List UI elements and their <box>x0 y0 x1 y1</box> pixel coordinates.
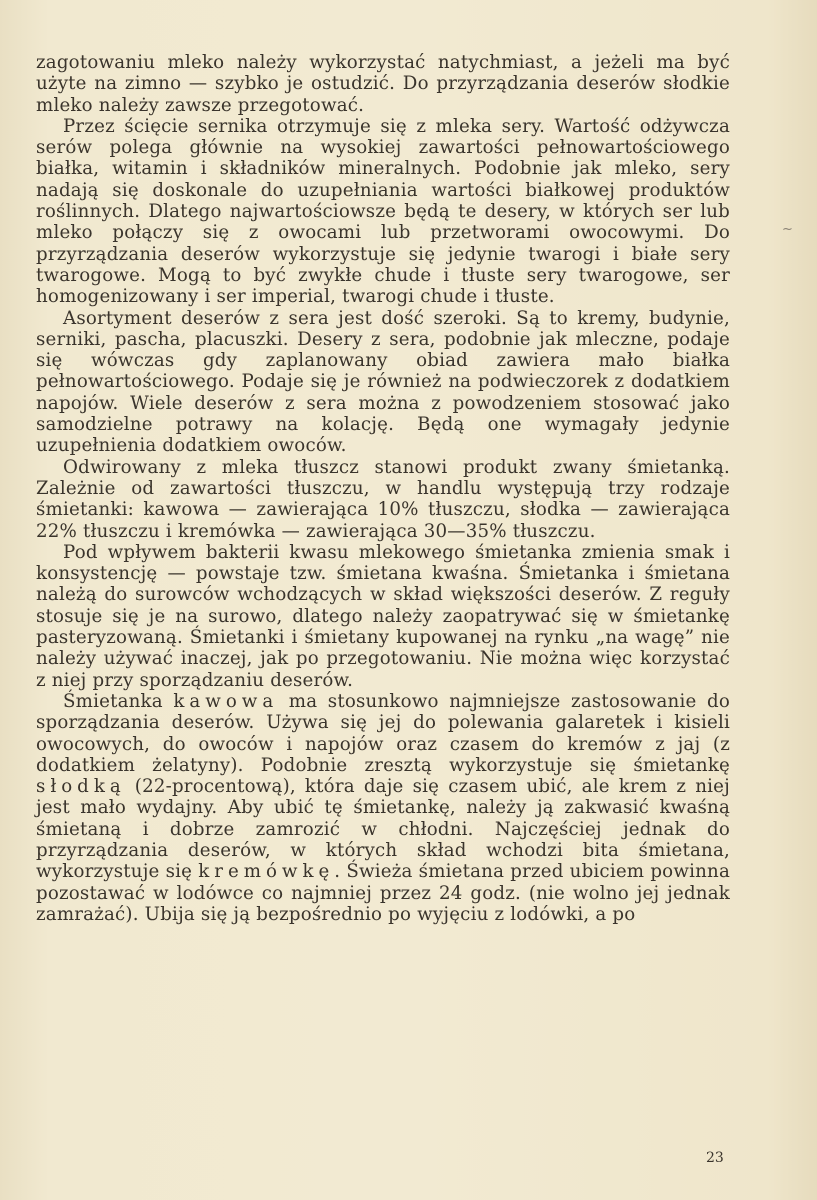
paragraph-text: Asortyment deserów z sera jest dość szeroki. Są to kremy, budynie, serniki, pascha, placuszki. Desery z sera, podobnie jak mleczne, podaje się wówczas gdy zaplanowany obiad zawiera mało białka pełnowartościowego. Podaje się je również na podwieczorek z dodatkiem napojów. Wiele deserów z sera można z powodzeniem stosować jako samodzielne potrawy na kolację. Będą one wymagały jedynie uzupełnienia dodatkiem owoców. <box>36 307 730 457</box>
paragraph-3 <box>36 308 730 457</box>
paragraph-5 <box>36 542 730 691</box>
paragraph-6 <box>36 691 730 925</box>
paragraph-text: (22-procentową), która daje się czasem ubić, ale krem z niej jest mało wydajny. Aby ubić tę śmietankę, należy ją zakwasić kwaśną śmietaną i dobrze zamrozić w chłodni. Najczęściej jednak do przyrządzania deserów, w których skład wchodzi bita śmietana, wykorzystuje się <box>36 776 730 883</box>
spaced-term: kawowa <box>173 690 279 712</box>
paragraph-2 <box>36 116 730 308</box>
paragraph-4 <box>36 457 730 542</box>
paragraph-text: Odwirowany z mleka tłuszcz stanowi produkt zwany śmietanką. Zależnie od zawartości tłuszczu, w handlu występują trzy rodzaje śmietanki: kawowa — zawierająca 10% tłuszczu, słodka — zawierająca 22% tłuszczu i kremówka — zawierająca 30—35% tłuszczu. <box>36 456 730 542</box>
paragraph-text: Pod wpływem bakterii kwasu mlekowego śmietanka zmienia smak i konsystencję — powstaje tzw. śmietana kwaśna. Śmietanka i śmietana należą do surowców wchodzących w skład większości deserów. Z reguły stosuje się je na surowo, dlatego należy zaopatrywać się w śmietankę pasteryzowaną. Śmietanki i śmietany kupowanej na rynku „na wagę” nie należy używać inaczej, jak po przegotowaniu. Nie można więc korzystać z niej przy sporządzaniu deserów. <box>36 541 730 691</box>
paragraph-text: Śmietanka <box>63 690 174 712</box>
spaced-term: słodką <box>36 776 126 798</box>
paragraph-text: ma stosunkowo najmniejsze zastosowanie do sporządzania deserów. Używa się jej do polewania galaretek i kisieli owocowych, do owoców i napojów oraz czasem do kremów z jaj (z dodatkiem żelatyny). Podobnie zresztą wykorzystuje się śmietankę <box>36 690 731 776</box>
margin-mark: ~ <box>782 222 793 237</box>
body-text <box>36 52 730 925</box>
paragraph-text: . Świeża śmietana przed ubiciem powinna pozostawać w lodówce co najmniej przez 24 godz. (nie wolno jej jednak zamrażać). Ubija się ją bezpośrednio po wyjęciu z lodówki, a po <box>36 861 730 925</box>
page-number: 23 <box>706 1150 724 1166</box>
paragraph-text: Przez ścięcie sernika otrzymuje się z mleka sery. Wartość odżywcza serów polega głównie na wysokiej zawartości pełnowartościowego białka, witamin i składników mineralnych. Podobnie jak mleko, sery nadają się doskonale do uzupełniania wartości białkowej produktów roślinnych. Dlatego najwartościowsze będą te desery, w których ser lub mleko połączy się z owocami lub przetworami owocowymi. Do przyrządzania deserów wykorzystuje się jedynie twarogi i białe sery twarogowe. Mogą to być zwykłe chude i tłuste sery twarogowe, ser homogenizowany i ser imperial, twarogi chude i tłuste. <box>36 115 730 308</box>
paragraph-text: zagotowaniu mleko należy wykorzystać natychmiast, a jeżeli ma być użyte na zimno — szybko je ostudzić. Do przyrządzania deserów słodkie mleko należy zawsze przegotować. <box>36 52 730 116</box>
paragraph-1 <box>36 52 730 116</box>
spaced-term: kremówkę <box>198 861 335 883</box>
